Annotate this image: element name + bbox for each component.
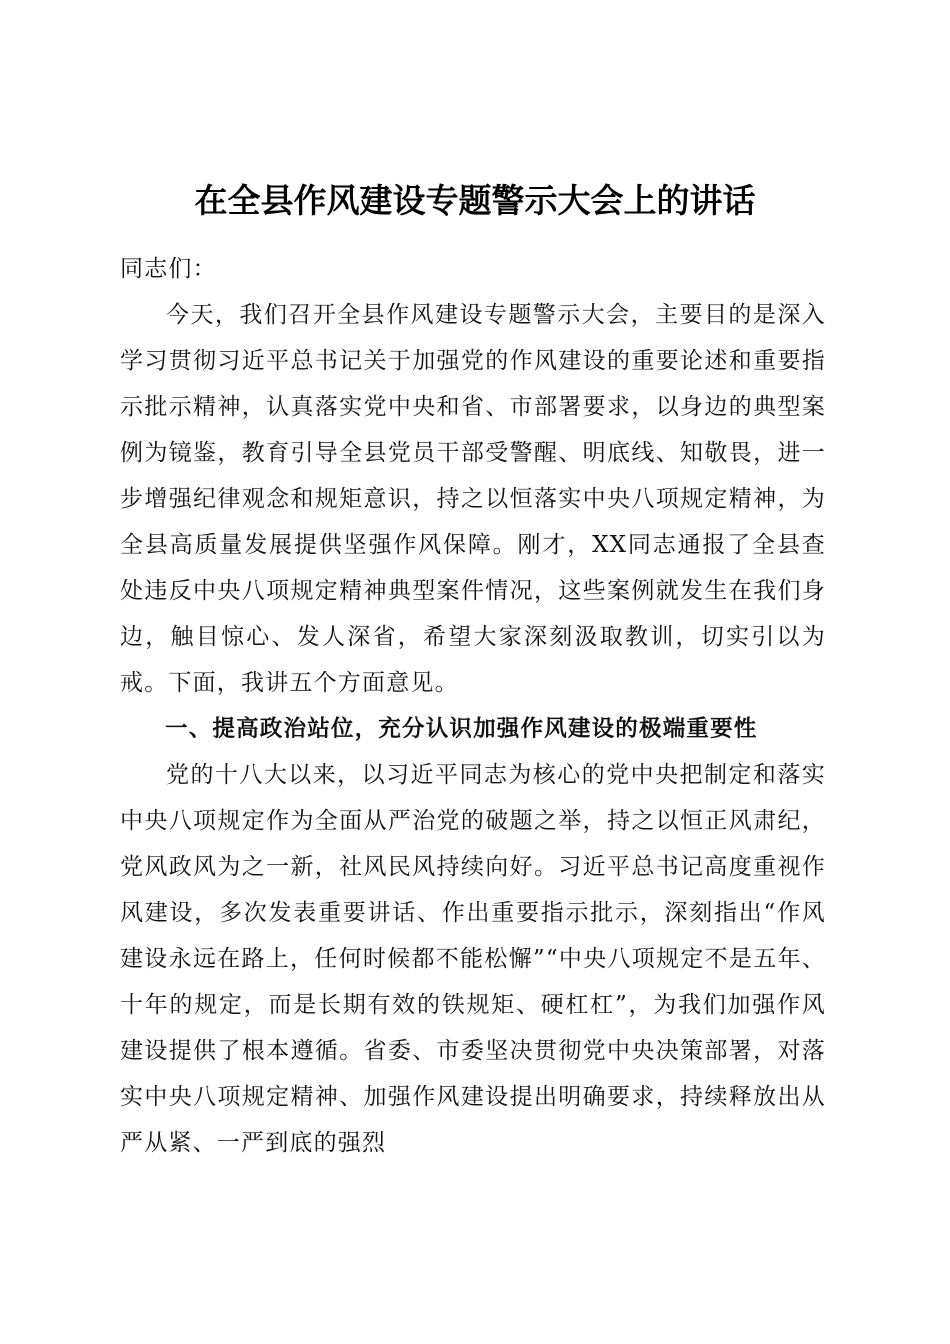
document-body — [120, 246, 826, 1166]
section-paragraph: 党的十八大以来，以习近平同志为核心的党中央把制定和落实中央八项规定作为全面从严治党的破题之举，持之以恒正风肃纪，党风政风为之一新，社风民风持续向好。习近平总书记高度重视作风建设，多次发表重要讲话、作出重要指示批示，深刻指出“作风建设永远在路上，任何时候都不能松懈”“中央八项规定不是五年、十年的规定，而是长期有效的铁规矩、硬杠杠”，为我们加强作风建设提供了根本遵循。省委、市委坚决贯彻党中央决策部署，对落实中央八项规定精神、加强作风建设提出明确要求，持续释放出从严从紧、一严到底的强烈 — [120, 762, 826, 1156]
document-title: 在全县作风建设专题警示大会上的讲话 — [194, 181, 756, 220]
intro-paragraph: 今天，我们召开全县作风建设专题警示大会，主要目的是深入学习贯彻习近平总书记关于加强党的作风建设的重要论述和重要指示批示精神，认真落实党中央和省、市部署要求，以身边的典型案例为镜鉴，教育引导全县党员干部受警醒、明底线、知敬畏，进一步增强纪律观念和规矩意识，持之以恒落实中央八项规定精神，为全县高质量发展提供坚强作风保障。刚才，XX同志通报了全县查处违反中央八项规定精神典型案件情况，这些案例就发生在我们身边，触目惊心、发人深省，希望大家深刻汲取教训，切实引以为戒。下面，我讲五个方面意见。 — [120, 302, 826, 696]
salutation: 同志们： — [120, 256, 217, 282]
section-heading: 一、提高政治站位，充分认识加强作风建设的极端重要性 — [165, 716, 758, 742]
